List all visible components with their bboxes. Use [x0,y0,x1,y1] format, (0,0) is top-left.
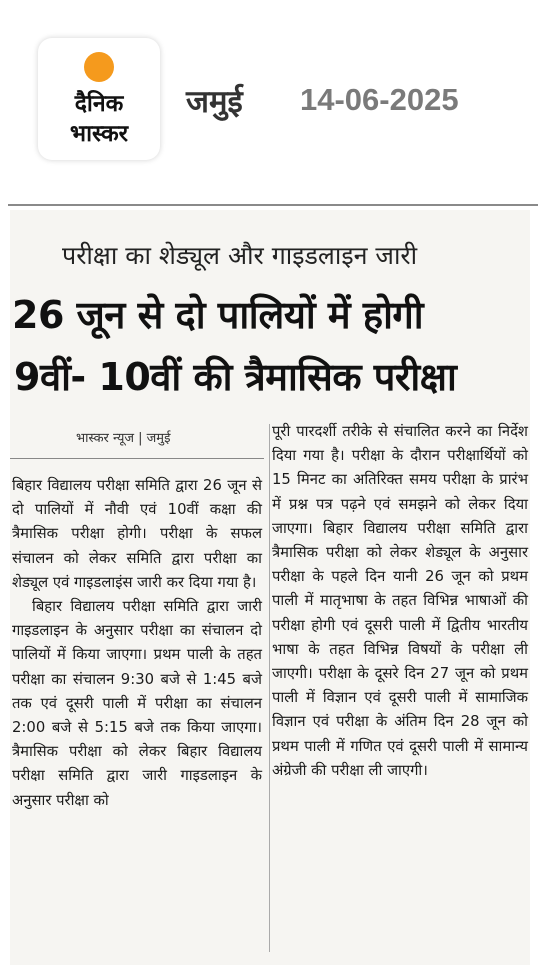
article-byline: भास्कर न्यूज | जमुई [76,431,171,446]
article-headline-line2: 9वीं- 10वीं की त्रैमासिक परीक्षा [14,355,457,399]
edition-date: 14-06-2025 [300,82,459,117]
article-column-right [272,420,528,783]
logo-sun-icon [84,52,114,82]
logo-card [38,38,160,160]
header-divider [8,204,538,206]
logo-text-line1: दैनिक [74,91,124,117]
article-column-left [12,474,262,813]
column-divider [269,424,270,952]
article-paragraph: बिहार विद्यालय परीक्षा समिति द्वारा जारी गाइडलाइन के अनुसार परीक्षा का संचालन दो पालियों में किया जाएगा। प्रथम पाली के तहत परीक्षा का संचालन 9:30 बजे से 1:45 बजे तक एवं दूसरी पाली में परीक्षा का संचालन 2:00 बजे से 5:15 बजे तक किया जाएगा। त्रैमासिक परीक्षा को लेकर बिहार विद्यालय परीक्षा समिति द्वारा जारी गाइडलाइन के अनुसार परीक्षा को [12,598,262,809]
news-clipping [10,210,530,965]
byline-divider [10,458,264,459]
article-paragraph: पूरी पारदर्शी तरीके से संचालित करने का निर्देश दिया गया है। परीक्षा के दौरान परीक्षार्थियों को 15 मिनट का अतिरिक्त समय परीक्षा के प्रारंभ में प्रश्न पत्र पढ़ने एवं समझने को लेकर दिया जाएगा। बिहार विद्यालय परीक्षा समिति द्वारा त्रैमासिक परीक्षा को लेकर शेड्यूल के अनुसार परीक्षा के पहले दिन यानी 26 जून को प्रथम पाली में मातृभाषा के तहत विभिन्न भाषाओं की परीक्षा होगी एवं दूसरी पाली में द्वितीय भारतीय भाषा के तहत विभिन्न विषयों के परीक्षा ली जाएगी। परीक्षा के दूसरे दिन 27 जून को प्रथम पाली में विज्ञान एवं दूसरी पाली में सामाजिक विज्ञान एवं परीक्षा के अंतिम दिन 28 जून को प्रथम पाली में गणित एवं दूसरी पाली में सामान्य अंग्रेजी की परीक्षा ली जाएगी। [272,423,528,779]
edition-city: जमुई [186,84,243,120]
article-kicker: परीक्षा का शेड्यूल और गाइडलाइन जारी [62,241,418,270]
article-paragraph: बिहार विद्यालय परीक्षा समिति द्वारा 26 जून से दो पालियों में नौवी एवं 10वीं कक्षा की त्रैमासिक परीक्षा होगी। परीक्षा के सफल संचालन को लेकर समिति द्वारा परीक्षा का शेड्यूल एवं गाइडलाइंस जारी कर दिया गया है। [12,477,262,591]
article-headline-line1: 26 जून से दो पालियों में होगी [12,293,424,337]
logo-text-line2: भास्कर [69,121,129,147]
